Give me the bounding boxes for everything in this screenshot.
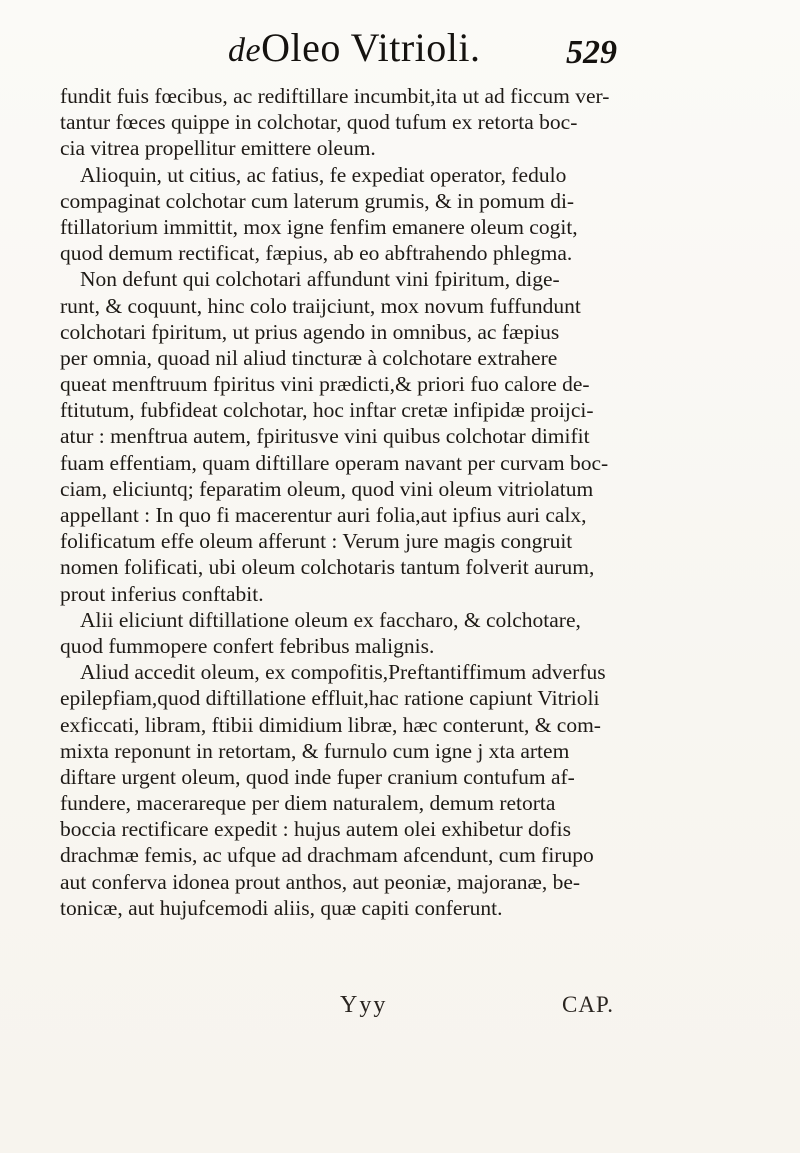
- text-line: folificatum effe oleum afferunt : Verum jure magis congruit: [60, 529, 573, 554]
- text-line: cia vitrea propellitur emittere oleum.: [60, 136, 376, 161]
- text-line: runt, & coquunt, hinc colo traijciunt, mox novum fuffundunt: [60, 293, 581, 318]
- text-line: ftitutum, fubfideat colchotar, hoc inftar cretæ infipidæ proijci-: [60, 398, 594, 423]
- page-footer: [0, 992, 800, 1032]
- text-line: Aliud accedit oleum, ex compofitis,Preftantiffimum adverfus: [80, 660, 606, 685]
- body-text: [60, 83, 744, 921]
- text-line: Non defunt qui colchotari affundunt vini fpiritum, dige-: [80, 267, 560, 292]
- text-line: aut conferva idonea prout anthos, aut peoniæ, majoranæ, be-: [60, 869, 581, 894]
- text-line: epilepfiam,quod diftillatione effluit,hac ratione capiunt Vitrioli: [60, 686, 600, 711]
- page-header: [0, 24, 800, 74]
- text-line: drachmæ femis, ac ufque ad drachmam afcendunt, cum firupo: [60, 843, 594, 868]
- text-line: mixta reponunt in retortam, & furnulo cum igne j xta artem: [60, 738, 570, 763]
- running-title-prefix: de: [228, 32, 262, 69]
- text-line: colchotari fpiritum, ut prius agendo in omnibus, ac fæpius: [60, 319, 560, 344]
- text-line: appellant : In quo fi macerentur auri folia,aut ipfius auri calx,: [60, 503, 587, 527]
- text-line: fuam effentiam, quam diftillare operam navant per curvam boc-: [60, 450, 609, 475]
- text-line: diftare urgent oleum, quod inde fuper cranium contufum af-: [60, 764, 575, 789]
- text-line: nomen folificati, ubi oleum colchotaris tantum folverit aurum,: [60, 555, 595, 580]
- text-line: Alii eliciunt diftillatione oleum ex faccharo, & colchotare,: [80, 607, 581, 632]
- text-line: per omnia, quoad nil aliud tincturæ à colchotare extrahere: [60, 345, 558, 370]
- text-line: ciam, eliciuntq; feparatim oleum, quod vini oleum vitriolatum: [60, 476, 594, 501]
- page-number: 529: [566, 34, 617, 71]
- running-title-main: Oleo Vitrioli.: [261, 25, 481, 70]
- text-line: queat menftruum fpiritus vini prædicti,& priori fuo calore de-: [60, 372, 590, 397]
- running-title: [228, 24, 481, 71]
- text-line: quod fummopere confert febribus malignis.: [60, 633, 435, 658]
- text-line: prout inferius conftabit.: [60, 581, 264, 606]
- text-line: compaginat colchotar cum laterum grumis, & in pomum di-: [60, 188, 575, 213]
- text-line: atur : menftrua autem, fpiritusve vini quibus colchotar dimifit: [60, 424, 590, 449]
- text-line: exficcati, libram, ftibii dimidium libræ, hæc conterunt, & com-: [60, 712, 601, 737]
- text-line: tantur fœces quippe in colchotar, quod tufum ex retorta boc-: [60, 110, 578, 135]
- text-line: Alioquin, ut citius, ac fatius, fe expediat operator, fedulo: [80, 162, 567, 187]
- text-line: fundit fuis fœcibus, ac rediftillare incumbit,ita ut ad ficcum ver-: [60, 84, 610, 108]
- catchword: CAP.: [562, 992, 614, 1017]
- text-line: boccia rectificare expedit : hujus autem olei exhibetur dofis: [60, 817, 572, 842]
- text-line: tonicæ, aut hujufcemodi aliis, quæ capiti conferunt.: [60, 895, 503, 920]
- text-line: ftillatorium immittit, mox igne fenfim emanere oleum cogit,: [60, 214, 578, 239]
- text-line: quod demum rectificat, fæpius, ab eo abftrahendo phlegma.: [60, 241, 573, 266]
- signature-mark: Yyy: [340, 992, 388, 1018]
- text-line: fundere, macerareque per diem naturalem, demum retorta: [60, 791, 556, 816]
